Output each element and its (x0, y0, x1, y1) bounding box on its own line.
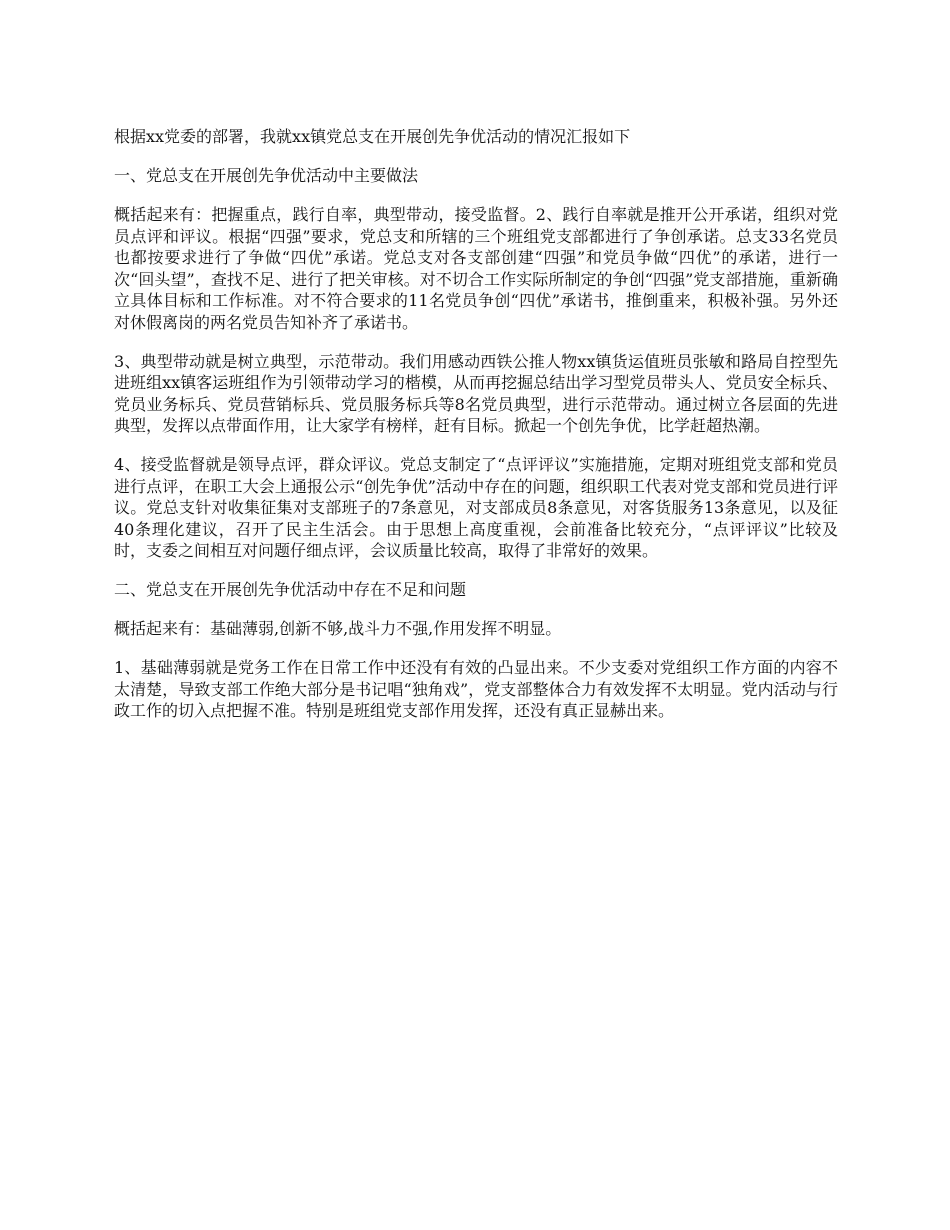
intro-paragraph: 根据xx党委的部署，我就xx镇党总支在开展创先争优活动的情况汇报如下 (114, 127, 631, 146)
paragraph-problems-summary: 概括起来有：基础薄弱,创新不够,战斗力不强,作用发挥不明显。 (114, 619, 562, 638)
document-body (114, 126, 838, 739)
section-heading-main-practices: 一、党总支在开展创先争优活动中主要做法 (114, 166, 419, 185)
section-heading-problems: 二、党总支在开展创先争优活动中存在不足和问题 (114, 580, 467, 599)
paragraph-accept-supervision: 4、接受监督就是领导点评，群众评议。党总支制定了“点评评议”实施措施，定期对班组党支部和党员进行点评，在职工大会上通报公示“创先争优”活动中存在的问题，组织职工代表对党支部和党员进行评议。党总支针对收集征集对支部班子的7条意见，对支部成员8条意见，对客货服务13条意见，以及征40条理化建议，召开了民主生活会。由于思想上高度重视，会前准备比较充分，“点评评议”比较及时，支委之间相互对问题仔细点评，会议质量比较高，取得了非常好的效果。 (114, 455, 838, 560)
paragraph-typical-leading: 3、典型带动就是树立典型，示范带动。我们用感动西铁公推人物xx镇货运值班员张敏和路局自控型先进班组xx镇客运班组作为引领带动学习的楷模，从而再挖掘总结出学习型党员带头人、党员安全标兵、党员业务标兵、党员营销标兵、党员服务标兵等8名党员典型，进行示范带动。通过树立各层面的先进典型，发挥以点带面作用，让大家学有榜样，赶有目标。掀起一个创先争优，比学赶超热潮。 (114, 351, 838, 435)
paragraph-weak-foundation: 1、基础薄弱就是党务工作在日常工作中还没有有效的凸显出来。不少支委对党组织工作方面的内容不太清楚，导致支部工作绝大部分是书记唱“独角戏”，党支部整体合力有效发挥不太明显。党内活动与行政工作的切入点把握不准。特别是班组党支部作用发挥，还没有真正显赫出来。 (114, 658, 838, 720)
paragraph-summary-commitments: 概括起来有：把握重点，践行自率，典型带动，接受监督。2、践行自率就是推开公开承诺，组织对党员点评和评议。根据“四强”要求，党总支和所辖的三个班组党支部都进行了争创承诺。总支33名党员也都按要求进行了争做“四优”承诺。党总支对各支部创建“四强”和党员争做“四优”的承诺，进行一次“回头望”，查找不足、进行了把关审核。对不切合工作实际所制定的争创“四强”党支部措施，重新确立具体目标和工作标准。对不符合要求的11名党员争创“四优”承诺书，推倒重来，积极补强。另外还对休假离岗的两名党员告知补齐了承诺书。 (114, 205, 838, 332)
